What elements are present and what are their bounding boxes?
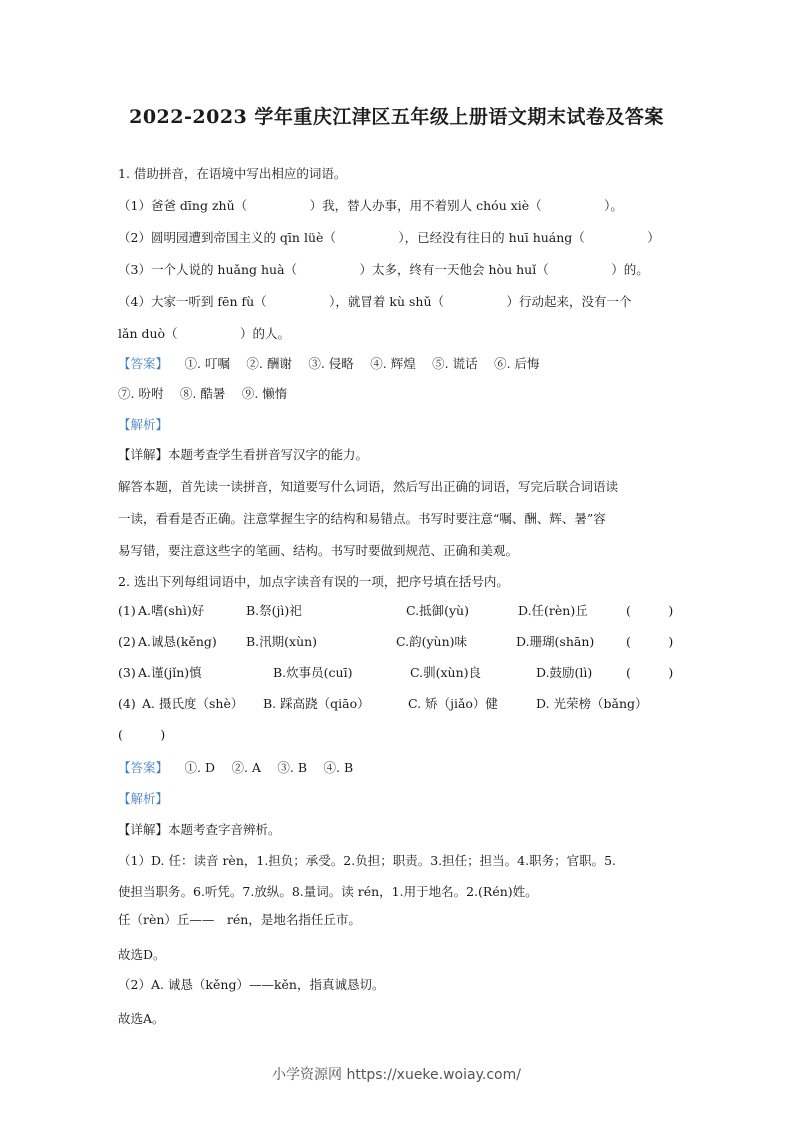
q1-explain-2: 一读，看看是否正确。注意掌握生字的结构和易错点。书写时要注意“嘱、酬、辉、暑”容	[118, 511, 606, 526]
q2-option-c: C. 矫（jiǎo）健	[408, 696, 498, 711]
q1-answers-2: ⑦. 吩咐 ⑧. 酷暑 ⑨. 懒惰	[118, 386, 288, 401]
q2-explain-3: 任（rèn）丘—— rén，是地名指任丘市。	[118, 912, 361, 927]
q2-option-a: A. 摄氏度（shè）	[142, 696, 244, 711]
q2-item-number: (1)	[118, 603, 136, 618]
q2-option-b: B.祭(jì)祀	[246, 603, 302, 618]
q2-option-a: A.诚恳(kěng)	[138, 634, 217, 649]
q2-option-c: C.抵御(yù)	[406, 603, 469, 618]
answer-tag: 【答案】	[118, 760, 169, 775]
answer-tag: 【答案】	[118, 356, 169, 371]
q1-line-1: （1）爸爸 dīng zhǔ（ ）我，替人办事，用不着别人 chóu xiè（ ）。	[118, 198, 623, 213]
q2-item-number: (4)	[118, 696, 136, 711]
q1-analysis-tag: 【解析】	[118, 417, 169, 432]
q2-option-c: C.韵(yùn)味	[396, 634, 468, 649]
q2-answer-blank: ( )	[626, 634, 674, 649]
q2-option-d: D. 光荣榜（bǎng）	[536, 696, 648, 711]
q2-item-number: (3)	[118, 665, 136, 680]
q1-explain-3: 易写错，要注意这些字的笔画、结构。书写时要做到规范、正确和美观。	[118, 543, 519, 558]
q2-analysis-tag: 【解析】	[118, 791, 169, 806]
q2-detail: 【详解】本题考查字音辨析。	[118, 822, 281, 837]
q2-item-4-blank: ( )	[118, 727, 166, 742]
q2-explain-1: （1）D. 任：读音 rèn，1.担负；承受。2.负担；职责。3.担任；担当。4.职务；官职。5.	[118, 853, 617, 868]
q2-explain-5: （2）A. 诚恳（kěng）——kěn，指真诚恳切。	[118, 977, 385, 992]
q1-line-2: （2）圆明园遭到帝国主义的 qīn lüè（ ），已经没有往日的 huī huáng（ ）	[118, 230, 660, 245]
q2-answer-row	[118, 760, 353, 776]
q2-explain-6: 故选A。	[118, 1011, 165, 1026]
q2-option-a: A.嗜(shì)好	[138, 603, 205, 618]
q1-answer-row-1	[118, 356, 540, 372]
document-title: 2022-2023 学年重庆江津区五年级上册语文期末试卷及答案	[129, 106, 664, 128]
q2-option-b: B.炊事员(cuī)	[273, 665, 353, 680]
q2-explain-4: 故选D。	[118, 947, 166, 962]
q2-item-number: (2)	[118, 634, 136, 649]
q2-answer-blank: ( )	[626, 665, 674, 680]
q1-stem: 1. 借助拼音，在语境中写出相应的词语。	[118, 166, 347, 181]
q2-option-d: D.任(rèn)丘	[518, 603, 588, 618]
q2-option-d: D.鼓励(lì)	[536, 665, 593, 680]
q2-answers: ①. D ②. A ③. B ④. B	[172, 760, 354, 775]
q1-explain-1: 解答本题，首先读一读拼音，知道要写什么词语，然后写出正确的词语，写完后联合词语读	[118, 479, 619, 494]
q2-option-c: C.驯(xùn)良	[410, 665, 481, 680]
q2-option-b: B.汛期(xùn)	[246, 634, 318, 649]
q1-detail: 【详解】本题考查学生看拼音写汉字的能力。	[118, 447, 369, 462]
q1-line-3: （3）一个人说的 huǎng huà（ ）太多，终有一天他会 hòu huǐ（ ）的。	[118, 262, 649, 277]
q2-option-d: D.珊瑚(shān)	[516, 634, 595, 649]
q1-line-5: lǎn duò（ ）的人。	[118, 326, 291, 341]
q2-stem: 2. 选出下列每组词语中，加点字读音有误的一项，把序号填在括号内。	[118, 574, 509, 589]
q1-line-4: （4）大家一听到 fēn fù（ ），就冒着 kù shǔ（ ）行动起来，没有一个	[118, 294, 632, 309]
q2-option-a: A.谨(jǐn)慎	[138, 665, 202, 680]
q1-answers-1: ①. 叮嘱 ②. 酬谢 ③. 侵略 ④. 辉煌 ⑤. 谎话 ⑥. 后悔	[172, 356, 540, 371]
q2-answer-blank: ( )	[626, 603, 674, 618]
q2-option-b: B. 踩高跷（qiāo）	[263, 696, 370, 711]
q2-explain-2: 使担当职务。6.听凭。7.放纵。8.量词。读 rén，1.用于地名。2.(Rén)姓。	[118, 884, 538, 899]
footer-watermark: 小学资源网 https://xueke.woiay.com/	[272, 1067, 521, 1083]
